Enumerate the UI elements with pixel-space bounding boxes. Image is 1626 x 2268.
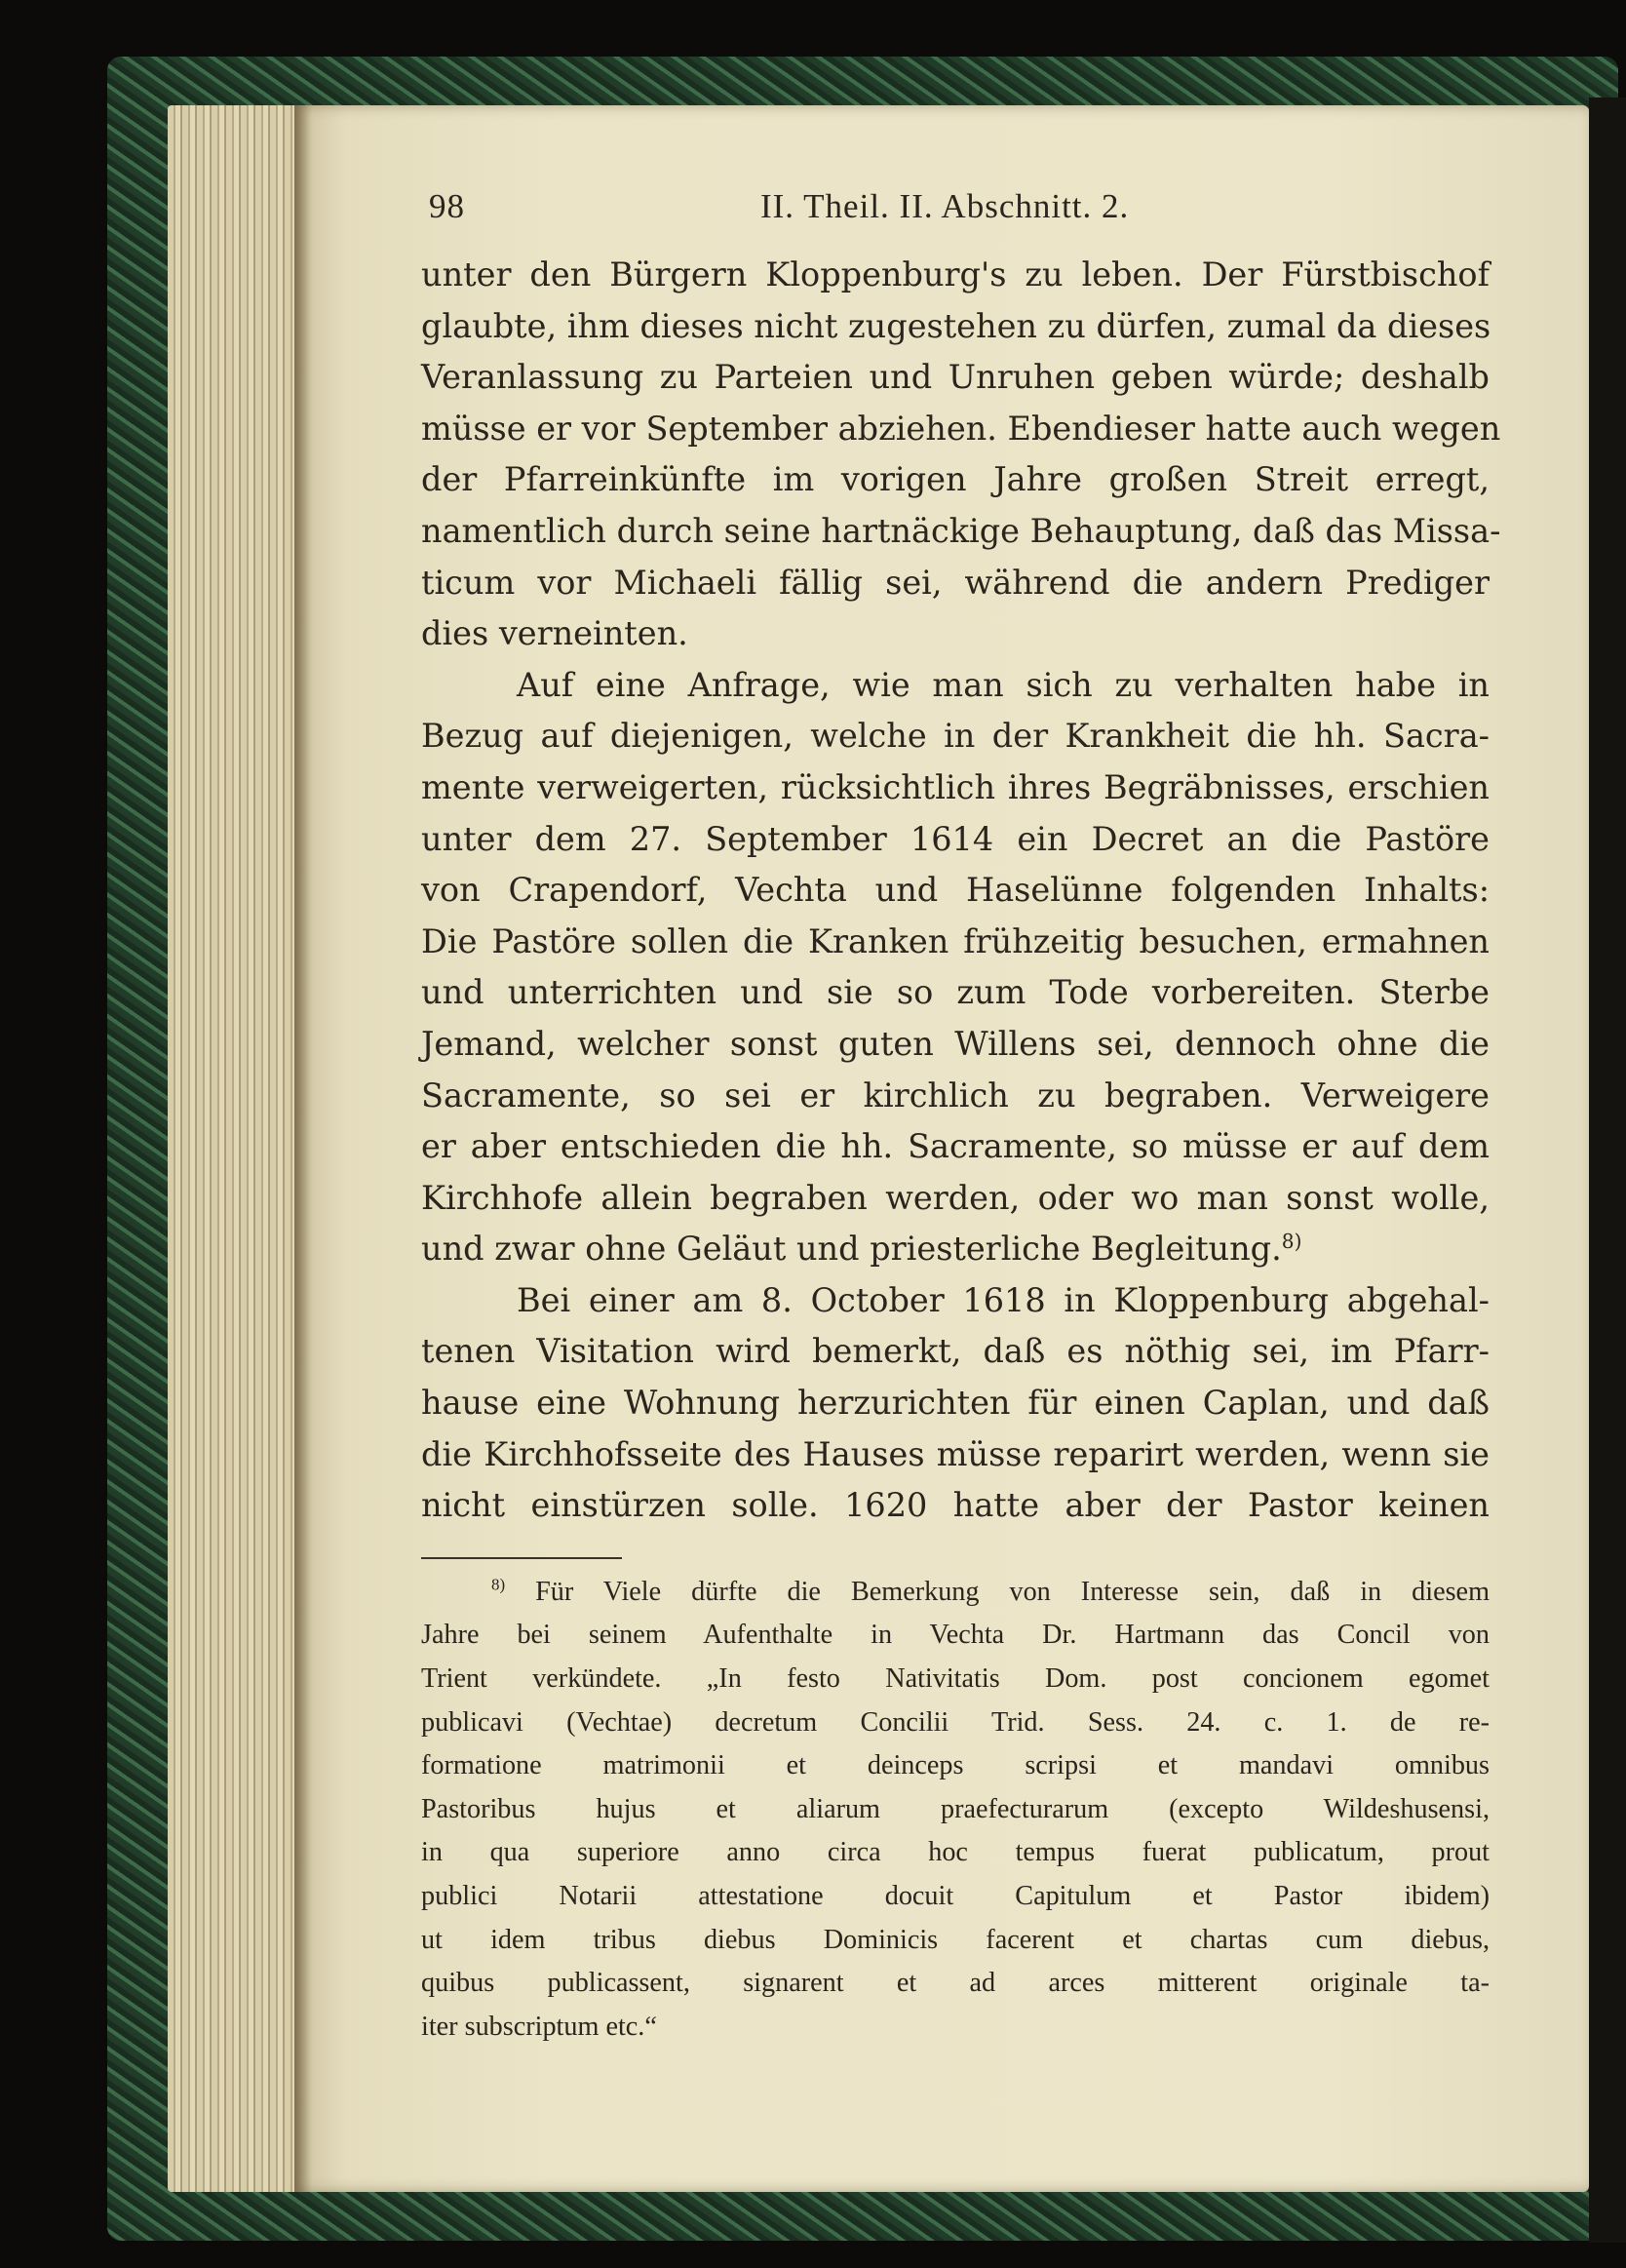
text-line: Sacramente, so sei er kirchlich zu begraben. Verweigere <box>421 1075 1490 1114</box>
binding-edge <box>1589 98 1626 2243</box>
footnote-line: Trient verkündete. „In festo Nativitatis Dom. post concionem egomet <box>421 1663 1490 1695</box>
footnote-line: Pastoribus hujus et aliarum praefecturarum (excepto Wildeshusensi, <box>421 1793 1490 1824</box>
text-line: Bei einer am 8. October 1618 in Kloppenburg abgehal- <box>517 1280 1490 1319</box>
footnote-divider <box>421 1557 622 1559</box>
page-content <box>421 176 1501 2049</box>
body-text <box>421 250 1501 1532</box>
footnote-line: Für Viele dürfte die Bemerkung von Interesse sein, daß in diesem <box>535 1576 1490 1607</box>
footnote <box>421 1571 1490 2050</box>
paragraph-1 <box>421 250 1501 660</box>
footnote-line: publici Notarii attestatione docuit Capitulum et Pastor ibidem) <box>421 1881 1490 1911</box>
footnote-line: formatione matrimonii et deinceps scripsi et mandavi omnibus <box>421 1750 1490 1781</box>
page-gutter-shadow <box>294 105 312 2192</box>
footnote-reference[interactable]: 8) <box>1281 1230 1302 1254</box>
footnote-line: Jahre bei seinem Aufenthalte in Vechta Dr. Hartmann das Concil von <box>421 1620 1490 1651</box>
text-line: unter den Bürgern Kloppenburg's zu leben. Der Fürstbischof <box>421 255 1490 293</box>
text-line: Jemand, welcher sonst guten Willens sei, dennoch ohne die <box>421 1024 1490 1063</box>
running-header <box>421 176 1490 234</box>
text-line: Auf eine Anfrage, wie man sich zu verhalten habe in <box>517 665 1490 704</box>
text-line: unter dem 27. September 1614 ein Decret an die Pastöre <box>421 819 1490 858</box>
text-line-with-footnote <box>421 1224 1490 1275</box>
footnote-line: ut idem tribus diebus Dominicis facerent et chartas cum diebus, <box>421 1924 1490 1955</box>
footnote-line-with-marker <box>421 1571 1490 1615</box>
footnote-line: in qua superiore anno circa hoc tempus fuerat publicatum, prout <box>421 1837 1490 1868</box>
text-line: müsse er vor September abziehen. Ebendieser hatte auch wegen <box>421 409 1501 448</box>
page-stack-edge <box>168 105 314 2192</box>
text-line: tenen Visitation wird bemerkt, daß es nöthig sei, im Pfarr- <box>421 1332 1490 1371</box>
text-line: er aber entschieden die hh. Sacramente, so müsse er auf dem <box>421 1127 1490 1166</box>
footnote-line: publicavi (Vechtae) decretum Concilii Trid. Sess. 24. c. 1. de re- <box>421 1706 1490 1738</box>
text-line: und unterrichten und sie so zum Tode vorbereiten. Sterbe <box>421 973 1490 1012</box>
text-line: mente verweigerten, rücksichtlich ihres Begräbnisses, erschien <box>421 767 1490 806</box>
footnote-line: iter subscriptum etc.“ <box>421 2011 657 2042</box>
text-line: namentlich durch seine hartnäckige Behauptung, daß das Missa- <box>421 511 1501 550</box>
section-title: II. Theil. II. Abschnitt. 2. <box>760 187 1130 225</box>
text-line: Die Pastöre sollen die Kranken frühzeitig besuchen, ermahnen <box>421 921 1490 960</box>
paragraph-2 <box>421 660 1490 1275</box>
footnote-marker: 8) <box>491 1575 506 1594</box>
text-line: die Kirchhofsseite des Hauses müsse reparirt werden, wenn sie <box>421 1434 1490 1473</box>
text-line: dies verneinten. <box>421 614 688 653</box>
text-line: Veranlassung zu Parteien und Unruhen geben würde; deshalb <box>421 358 1490 397</box>
text-line: glaubte, ihm dieses nicht zugestehen zu dürfen, zumal da dieses <box>421 306 1491 345</box>
text-line: der Pfarreinkünfte im vorigen Jahre großen Streit erregt, <box>421 460 1490 499</box>
text-line: Kirchhofe allein begraben werden, oder wo man sonst wolle, <box>421 1178 1490 1217</box>
text-line: Bezug auf diejenigen, welche in der Krankheit die hh. Sacra- <box>421 717 1490 756</box>
text-line: und zwar ohne Geläut und priesterliche Begleitung. <box>421 1230 1282 1269</box>
paragraph-3 <box>421 1275 1490 1532</box>
footnote-line: quibus publicassent, signarent et ad arces mitterent originale ta- <box>421 1968 1490 1999</box>
text-line: ticum vor Michaeli fällig sei, während die andern Prediger <box>421 563 1490 602</box>
text-line: hause eine Wohnung herzurichten für einen Caplan, und daß <box>421 1384 1490 1423</box>
text-line: nicht einstürzen solle. 1620 hatte aber der Pastor keinen <box>421 1486 1490 1525</box>
page-number: 98 <box>429 187 465 225</box>
text-line: von Crapendorf, Vechta und Haselünne folgenden Inhalts: <box>421 871 1490 910</box>
